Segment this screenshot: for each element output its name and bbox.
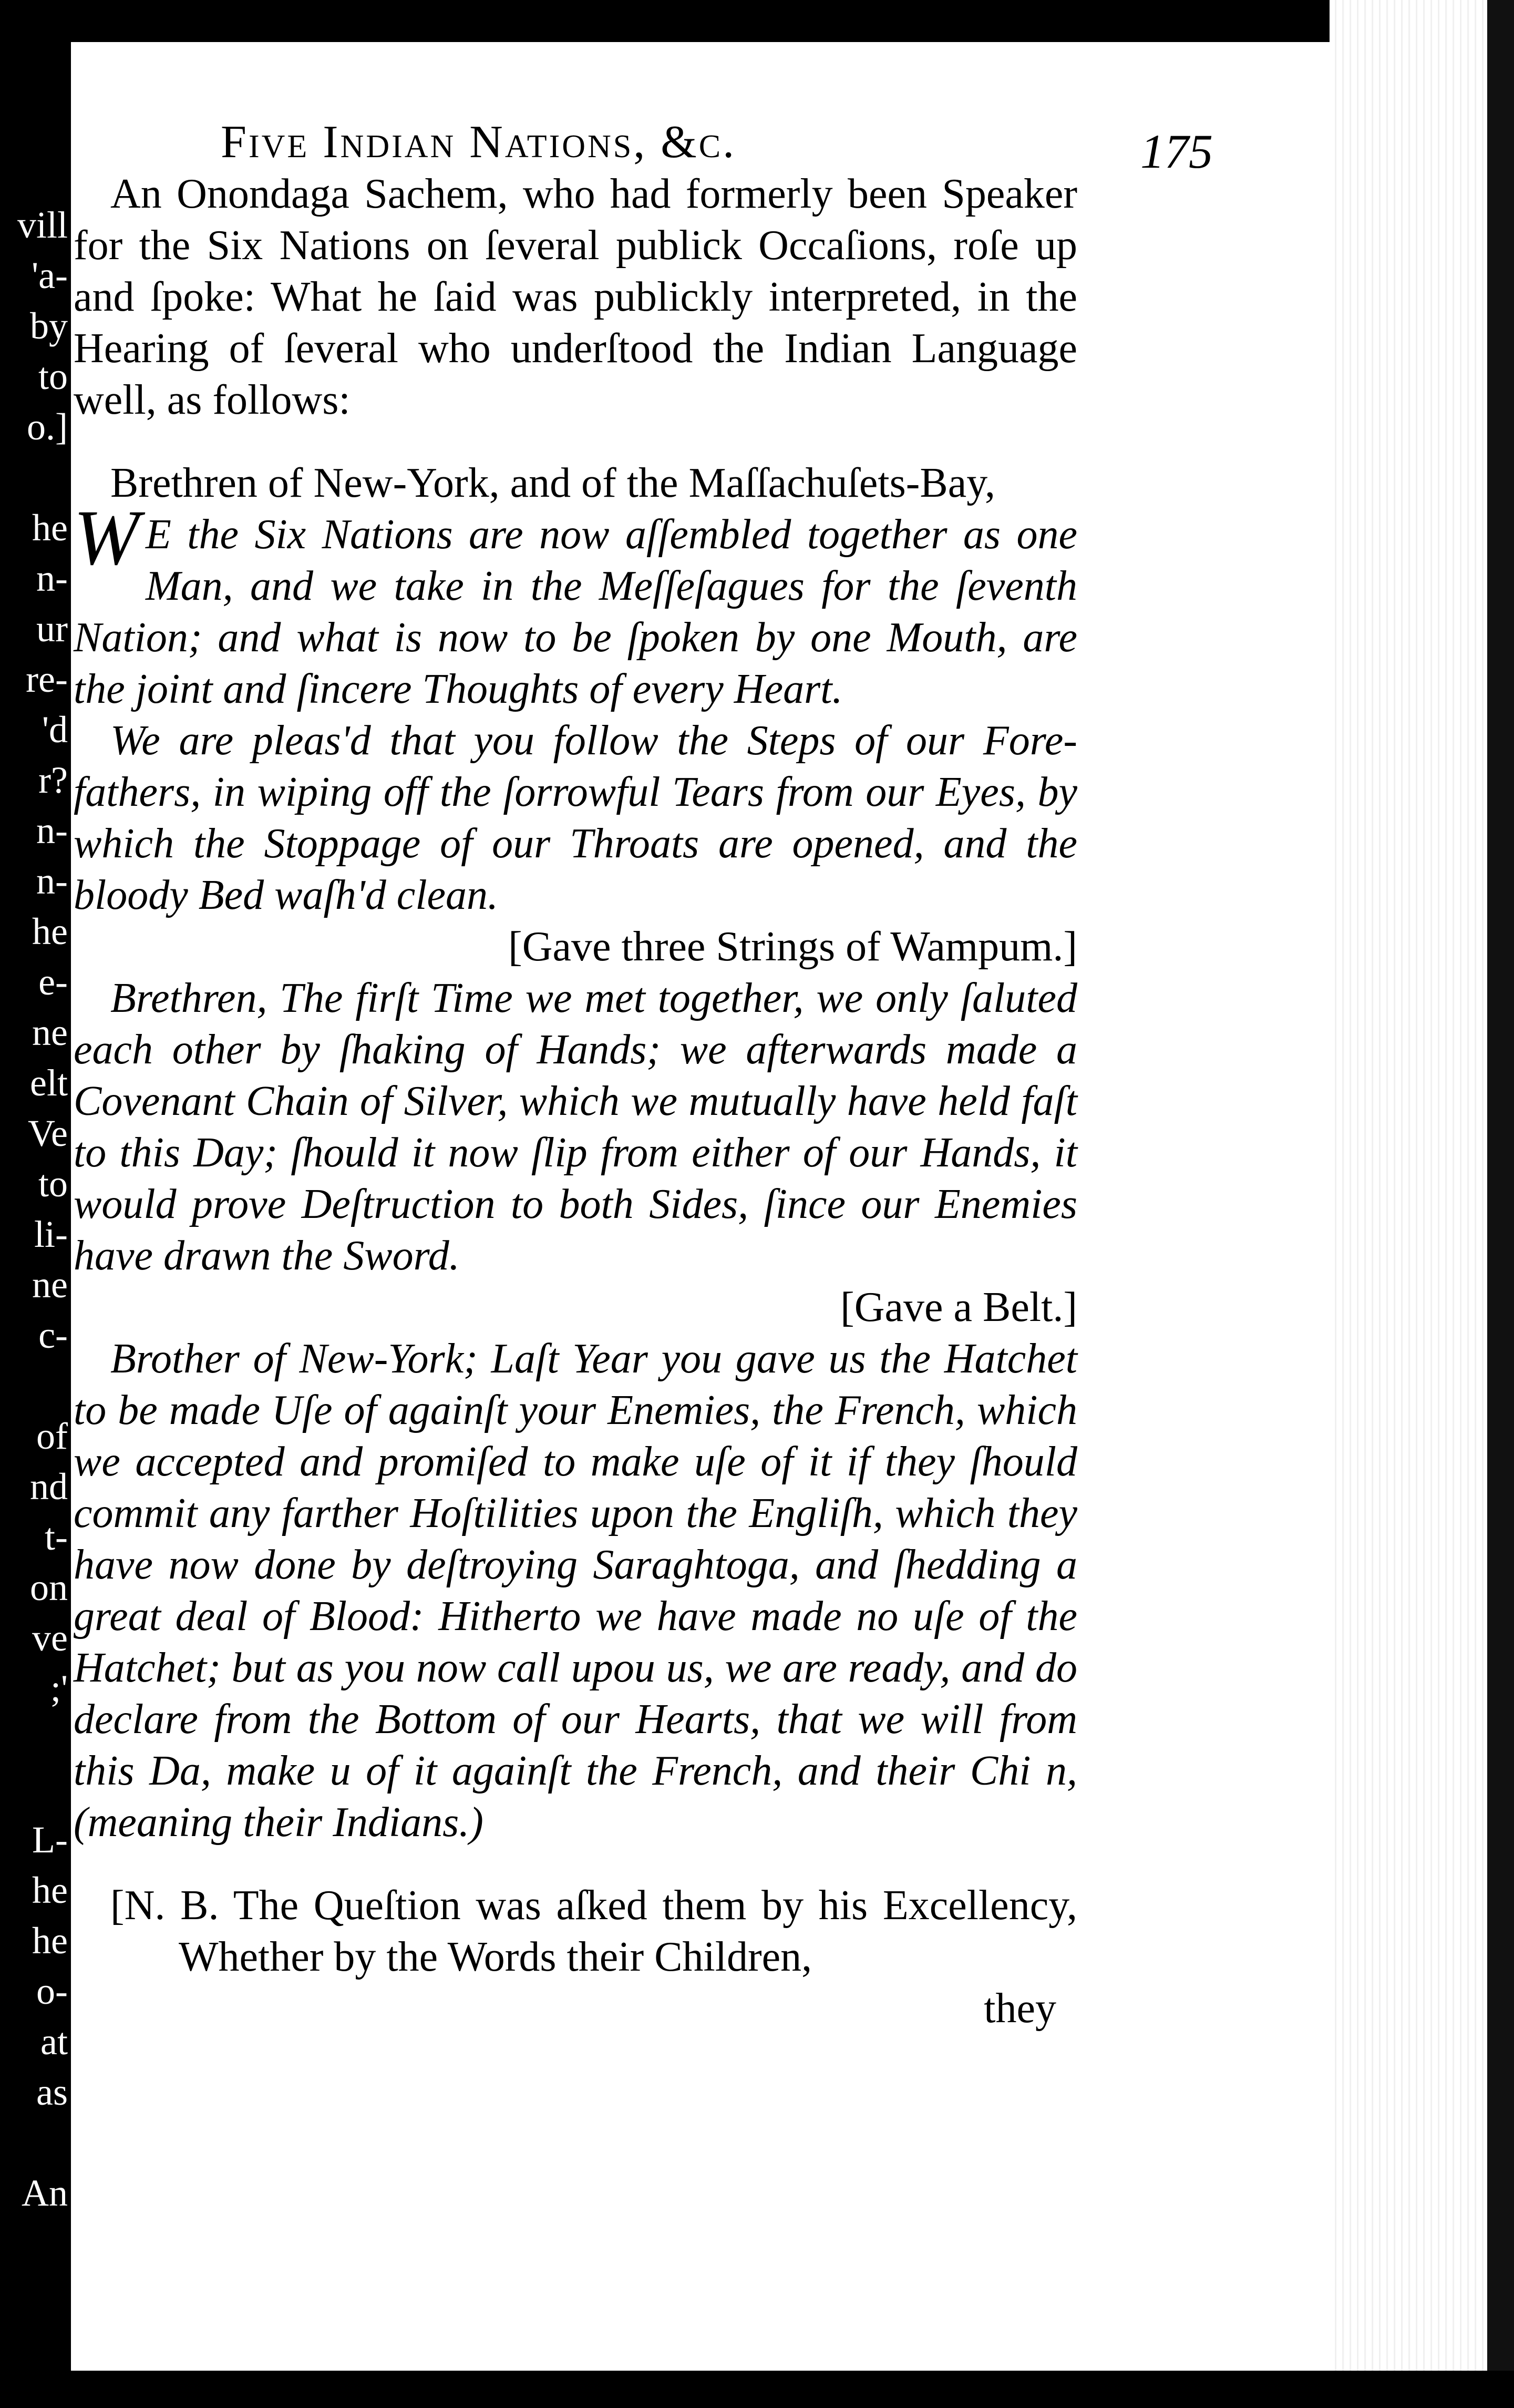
gutter-fragment: nd xyxy=(30,1466,68,1508)
gutter-fragment: he xyxy=(32,507,68,549)
gutter-fragment: 'd xyxy=(42,709,68,751)
gutter-fragment: he xyxy=(32,1869,68,1911)
scan-bottom-border xyxy=(0,2371,1514,2408)
gutter-fragment: he xyxy=(32,1920,68,1962)
running-head xyxy=(74,105,1213,178)
gutter-fragment: o.] xyxy=(27,406,68,448)
speech-paragraph-4: Brother of New-York; Laſt Year you gave us the Hatchet to be made Uſe of againſt your Enemies, the French, which we accepted and promiſed to make uſe of it if they ſhould commit any farther Hoſtilities upon the Engliſh, which they have now done by deſtroying Saraghtoga, and ſhedding a great deal of Blood: Hitherto we have made no uſe of the Hatchet; but as you now call upou us, we are ready, and do declare from the Bottom of our Hearts, that we will from this Da, make u of it againſt the French, and their Chi n, (meaning their Indians.) xyxy=(74,1336,1077,1846)
speech-paragraph-2: We are pleas'd that you follow the Steps of our Fore-fathers, in wiping off the ſorrowful Tears from our Eyes, by which the Stoppage of our Throats are opened, and the bloody Bed waſh'd clean. xyxy=(74,718,1077,918)
gutter-fragment: ur xyxy=(36,608,68,650)
gutter-fragment: ;' xyxy=(50,1667,68,1709)
page-edge-texture xyxy=(1330,0,1514,2408)
gutter-fragment: at xyxy=(40,2021,68,2063)
gutter-fragment: as xyxy=(36,2071,68,2113)
gutter-fragment: c- xyxy=(38,1314,68,1356)
speech-paragraph-3: Brethren, The firſt Time we met together, we only ſaluted each other by ſhaking of Hands; we afterwards made a Covenant Chain of Silver, which we mutually have held faſt to this Day; ſhould it now ſlip from either of our Hands, it would prove Deſtruction to both Sides, ſince our Enemies have drawn the Sword. xyxy=(74,975,1077,1279)
facing-page-gutter xyxy=(0,200,71,2371)
gutter-fragment: n- xyxy=(36,860,68,902)
gutter-fragment: to xyxy=(38,355,68,397)
page-number: 175 xyxy=(1140,125,1213,178)
gutter-fragment xyxy=(0,1360,71,1411)
gutter-fragment: vill xyxy=(17,204,68,246)
drop-cap: W xyxy=(74,494,139,581)
gutter-fragment: ne xyxy=(32,1264,68,1306)
catchword: they xyxy=(984,1985,1056,2032)
gutter-fragment: li- xyxy=(34,1213,68,1255)
gutter-fragment: n- xyxy=(36,557,68,599)
footnote: [N. B. The Queſtion was aſked them by his Excellency, Whether by the Words their Children, xyxy=(110,1882,1077,1980)
gutter-fragment: r? xyxy=(38,759,68,801)
gutter-fragment: ve xyxy=(32,1617,68,1659)
salutation: Brethren of New-York, and of the Maſſachuſets-Bay, xyxy=(110,460,996,506)
gutter-fragment: An xyxy=(22,2172,68,2214)
wampum-note: [Gave three Strings of Wampum.] xyxy=(508,924,1077,970)
gutter-fragment xyxy=(0,1764,71,1815)
book-page xyxy=(74,105,1213,2034)
gutter-fragment: elt xyxy=(30,1062,68,1104)
gutter-fragment: 'a- xyxy=(32,254,68,296)
intro-paragraph: An Onondaga Sachem, who had formerly been Speaker for the Six Nations on ſeveral publick Occaſions, roſe up and ſpoke: What he ſaid was publickly interpreted, in the Hearing of ſeveral who underſtood the Indian Language well, as follows: xyxy=(74,171,1077,423)
gutter-fragment: e- xyxy=(38,961,68,1003)
gutter-fragment: Ve xyxy=(28,1112,68,1154)
gutter-fragment: re- xyxy=(26,658,68,700)
running-head-title: Five Indian Nations, &c. xyxy=(221,117,737,168)
gutter-fragment: he xyxy=(32,910,68,952)
gutter-fragment: n- xyxy=(36,810,68,852)
belt-note: [Gave a Belt.] xyxy=(840,1284,1077,1330)
gutter-fragment xyxy=(0,452,71,503)
gutter-fragment: to xyxy=(38,1163,68,1205)
gutter-fragment: L- xyxy=(32,1819,68,1861)
scan-top-border xyxy=(0,0,1514,42)
gutter-fragment: by xyxy=(30,305,68,347)
gutter-fragment: ne xyxy=(32,1011,68,1053)
gutter-fragment xyxy=(0,1714,71,1764)
gutter-fragment: t- xyxy=(45,1516,68,1558)
scan-right-border xyxy=(1487,0,1514,2408)
gutter-fragment: o- xyxy=(36,1970,68,2012)
gutter-fragment: on xyxy=(30,1566,68,1608)
gutter-fragment: of xyxy=(36,1415,68,1457)
speech-paragraph-1: W E the Six Nations are now aſſembled together as one Man, and we take in the Meſſeſagues for the ſeventh Nation; and what is now to be ſpoken by one Mouth, are the joint and ſincere Thoughts of every Heart. xyxy=(74,494,1077,712)
gutter-fragment xyxy=(0,2117,71,2168)
